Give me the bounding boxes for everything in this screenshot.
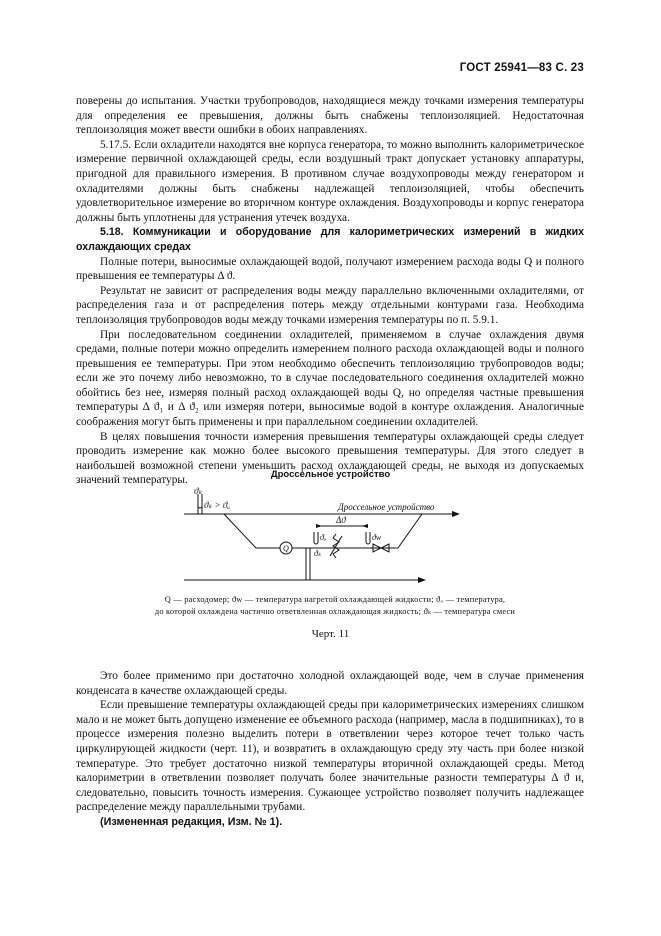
figure-number: Черт. 11 [311,628,350,640]
branch-pipe-left [224,514,280,548]
paragraph: Полные потери, выносимые охлаждающей водой, получают измерением расхода воды Q и полного превышения ее температуры Δ ϑ. [76,255,584,283]
paragraph: Результат не зависит от распределения воды между параллельно включенными охладителями, от распределения газа и от распределения потерь между отдельными контурами газа. Необходима теплоизоляция трубопроводов воды между точками измерения температуры по п. 5.9.1. [76,284,584,326]
paragraph: В целях повышения точности измерения превышения температуры охлаждающей среды следует проводить измерение как можно более высокого превышения температуры. Для этого следует в наибольшей возможной степени уменьшить расход охлаждающей среды, не выходя из допускаемых значений температуры. [76,430,584,487]
paragraph: 5.17.5. Если охладители находятся вне корпуса генератора, то можно выполнить калориметрическое измерение первичной охлаждающей среды, если воздушный тракт допускает установку аппаратуры, пригодной для правильного измерения. В противном случае воздухопроводы между генератором и охладителями должны быть снабжены надлежащей теплоизоляцией, чтобы обеспечить удовлетворительное измерение во вторичном контуре охлаждения. Воздухопроводы и корпус генератора должны быть уплотнены для устранения утечек воздуха. [76,138,584,224]
flow-arrow-icon [418,577,426,583]
dimension-arrow-icon [316,524,322,528]
bottom-text-block [76,669,584,830]
throttle-diagram [170,486,490,586]
label-flow-meter: Q [283,544,289,553]
flow-arrow-icon [452,511,460,517]
top-text-block [76,94,584,488]
thermometer-icon [366,532,370,544]
heater-arrow [330,536,342,556]
label-delta-theta: Δϑ [336,515,346,525]
paragraph: Если превышение температуры охлаждающей среды при калориметрических измерениях слишком мало и не может быть допущено изменение ее объемного расхода (например, масла в подшипниках), то в процессе измерения полезно выделить потери в ответвлении через которое течет только часть циркулирующей жидкости (черт. 11), и возвратить в охлаждающую среду эту часть при более низкой температуре. Это требует достаточно низкой температуры вторичной охлаждающей среды. Метод калориметрии в ответвлении позволяет получать более значительные разности температуры Δ ϑ и, следовательно, повысить точность измерения. Сужающее устройство позволяет получить надлежащее распределение между параллельными трубами. [76,699,584,814]
branch-pipe-right [375,514,422,548]
paragraph: При последовательном соединении охладителей, применяемом в случае охлаждения двумя средами, полные потери можно определить измерением полного расхода охлаждающей воды и полного превышения ее температуры. При этом необходимо обеспечить теплоизоляцию трубопроводов воды; если же это почему либо невозможно, то в случае последовательного соединения охладителей можно обойтись без нее, измеряя полный расход охлаждающей воды Q, но определяя частные превышения температуры Δ ϑ₁ и Δ ϑ₂ или измеряя потери, выносимые водой в контуре охлаждения. Аналогичные соображения могут быть применены и при параллельном соединении охладителей. [76,328,584,429]
figure-title: Дроссельное устройство [270,469,391,480]
paragraph: поверены до испытания. Участки трубопроводов, находящиеся между точками измерения температуры для определения ее превышения, должны быть снабжены теплоизоляцией. Недостаточная теплоизоляция может ввести ошибки в обоих направлениях. [76,95,584,137]
label-throttle: Дроссельное устройство [338,502,435,512]
caption-line: до которой охлаждена частично ответвленная охлаждающая жидкость; ϑₖ — температура смеси [154,607,516,616]
label-inequality: ϑₖ > ϑᵤ [204,500,230,510]
paragraph: Это более применимо при достаточно холодной охлаждающей воде, чем в случае применения конденсата в качестве охлаждающей среды. [76,670,584,697]
label-theta-u: ϑᵤ [320,533,327,542]
thermometer-icon [198,494,202,508]
section-heading: 5.18. Коммуникации и оборудование для калориметрических измерений в жидких охлаждающих средах [76,226,584,253]
caption-line: Q — расходомер; ϑw — температура нагретой охлаждающей жидкости; ϑᵤ — температура, [164,595,506,604]
amendment-note: (Измененная редакция, Изм. № 1). [100,815,283,828]
thermometer-icon [314,532,318,544]
label-theta-k-low: ϑₖ [314,549,322,558]
label-theta-w: ϑw [372,533,382,542]
page-header: ГОСТ 25941—83 С. 23 [459,62,584,74]
label-theta-k-top: ϑₖ [194,486,203,496]
figure-caption [100,594,570,618]
dimension-arrow-icon [362,524,368,528]
